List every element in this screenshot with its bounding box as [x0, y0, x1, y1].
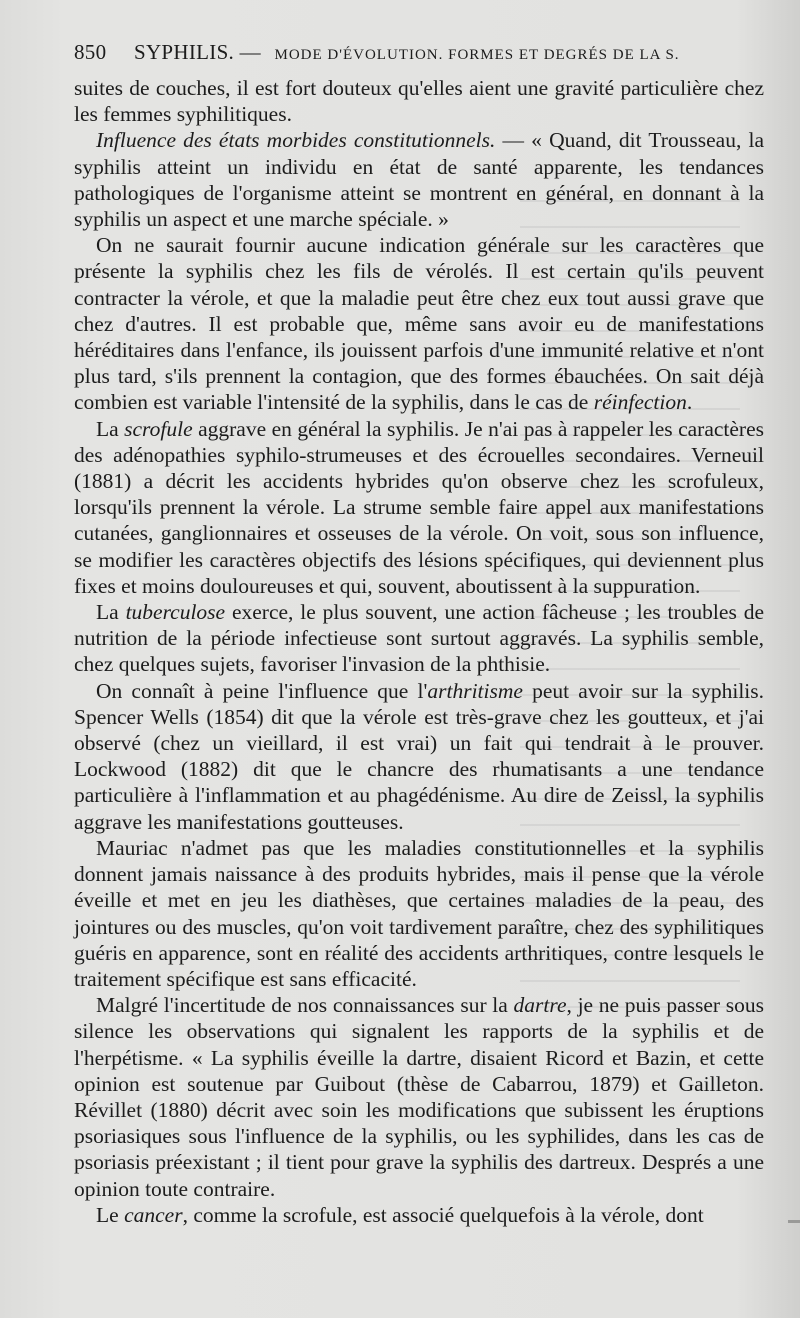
text-run: aggrave en général la syphilis. Je n'ai pas à rappeler les caractères des adénopathies syphilo-strumeuses et des écrouelles secondaires. Verneuil (1881) a décrit les accidents hybrides qu'on observe chez les scrofuleux, lorsqu'ils prennent la vérole. La strume semble faire appel aux manifestations cutanées, ganglionnaires et osseuses de la vérole. On voit, sous son influence, se modifier les caractères objectifs des lésions spécifiques, qui deviennent plus fixes et moins douloureuses et qui, souvent, aboutissent à la suppuration.	[74, 416, 764, 598]
italic-term: scrofule	[124, 416, 193, 441]
text-run: , je ne puis passer sous silence les observations qui signalent les rapports de la syphilis et de l'herpétisme. « La syphilis éveille la dartre, disaient Ricord et Bazin, et cette opinion est soutenue par Guibout (thèse de Cabarrou, 1879) et Gailleton. Révillet (1880) décrit avec soin les modifications que subissent les éruptions psoriasiques sous l'influence de la syphilis, ou les syphilides, dans les cas de psoriasis préexistant ; il tient pour grave la syphilis des dartreux. Després a une opinion toute contraire.	[74, 993, 764, 1201]
paragraph	[74, 1202, 764, 1228]
text-run: suites de couches, il est fort douteux qu'elles aient une gravité particulière chez les femmes syphilitiques.	[74, 76, 764, 127]
page-number: 850	[74, 40, 107, 64]
body-text	[74, 75, 764, 1228]
italic-term: arthritisme	[427, 678, 523, 703]
italic-term: dartre	[513, 993, 567, 1018]
text-run: .	[686, 390, 693, 415]
italic-term: tuberculose	[125, 600, 226, 625]
italic-term: réinfection	[593, 390, 687, 415]
running-header	[74, 40, 764, 65]
text-run: exerce, le plus souvent, une action fâcheuse ; les troubles de nutrition de la période infectieuse sont surtout aggravés. La syphilis semble, chez quelques sujets, favoriser l'invasion de la phthisie.	[74, 600, 764, 677]
text-run: On connaît à peine l'influence que l'	[96, 678, 428, 703]
paragraph	[74, 127, 764, 232]
text-run: La	[96, 600, 126, 625]
text-run: peut avoir sur la syphilis. Spencer Wells (1854) dit que la vérole est très-grave chez les goutteux, et j'ai observé (chez un vieillard, il est vrai) un fait qui tendrait à le prouver. Lockwood (1882) dit que le chancre des rhumatisants a une tendance particulière à l'inflammation et au phagédénisme. Au dire de Zeissl, la syphilis aggrave les manifestations goutteuses.	[74, 678, 765, 834]
text-run: — « Quand, dit Trousseau, la syphilis atteint un individu en état de santé apparente, les tendances pathologiques de l'organisme atteint se montrent en général, en donnant à la syphilis un aspect et une marche spéciale. »	[74, 128, 765, 232]
header-title: SYPHILIS. —	[133, 40, 261, 64]
text-run: Malgré l'incertitude de nos connaissances sur la	[96, 993, 514, 1018]
paragraph	[74, 599, 764, 678]
paragraph	[74, 75, 764, 127]
paragraph	[74, 835, 764, 992]
header-subtitle: MODE D'ÉVOLUTION. FORMES ET DEGRÉS DE LA S.	[274, 47, 680, 63]
text-run: Le	[96, 1202, 125, 1227]
paragraph	[74, 232, 764, 415]
paragraph	[74, 678, 764, 835]
edge-mark	[788, 1220, 800, 1223]
paragraph	[74, 416, 764, 599]
text-run: On ne saurait fournir aucune indication générale sur les caractères que présente la syphilis chez les fils de vérolés. Il est certain qu'ils peuvent contracter la vérole, et que la maladie peut être chez eux tout aussi grave que chez d'autres. Il est probable que, même sans avoir eu de manifestations héréditaires dans l'enfance, ils jouissent parfois d'une immunité relative et n'ont plus tard, s'ils prennent la contagion, que des formes ébauchées. On sait déjà combien est variable l'intensité de la syphilis, dans le cas de	[74, 233, 764, 415]
text-run: La	[96, 416, 125, 441]
text-run: Mauriac n'admet pas que les maladies constitutionnelles et la syphilis donnent jamais naissance à des produits hybrides, mais il pense que la vérole éveille et met en jeu les diathèses, que certaines maladies de la peau, des jointures ou des muscles, qu'on voit tardivement paraître, chez des syphilitiques guéris en apparence, sont en réalité des accidents arthritiques, contre lesquels le traitement spécifique est sans efficacité.	[74, 835, 764, 991]
text-run: , comme la scrofule, est associé quelquefois à la vérole, dont	[182, 1202, 704, 1227]
italic-term: Influence des états morbides constitutionnels.	[96, 128, 496, 153]
italic-term: cancer	[124, 1202, 183, 1227]
paragraph	[74, 992, 764, 1202]
